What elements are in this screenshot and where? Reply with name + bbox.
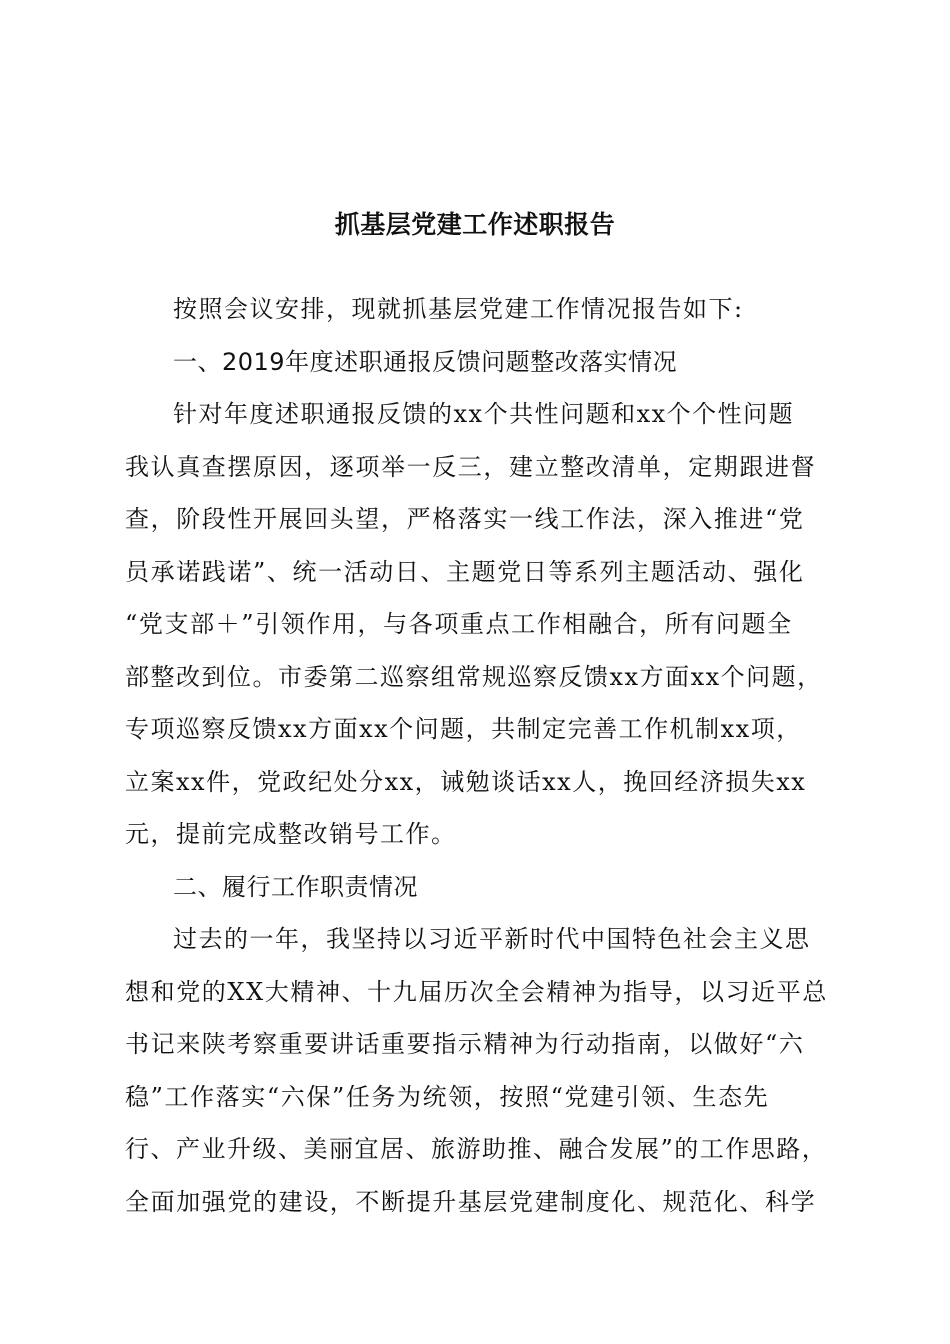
paragraph-line: “党支部＋”引领作用，与各项重点工作相融合，所有问题全 — [125, 610, 793, 638]
paragraph-line: 部整改到位。市委第二巡察组常规巡察反馈xx方面xx个问题， — [125, 662, 823, 691]
paragraph-line: 全面加强党的建设，不断提升基层党建制度化、规范化、科学 — [125, 1187, 817, 1216]
paragraph-line: 书记来陕考察重要讲话重要指示精神为行动指南，以做好“六 — [125, 1030, 805, 1058]
paragraph-line: 稳”工作落实“六保”任务为统领，按照“党建引领、生态先 — [125, 1082, 770, 1111]
paragraph-line: 我认真查摆原因，逐项举一反三，建立整改清单，定期跟进督 — [125, 452, 817, 481]
paragraph-line: 立案xx件，党政纪处分xx，诫勉谈话xx人，挽回经济损失xx — [125, 767, 807, 796]
section2-paragraph — [125, 913, 827, 1228]
paragraph-line: 过去的一年，我坚持以习近平新时代中国特色社会主义思 — [173, 925, 811, 953]
intro-paragraph: 按照会议安排，现就抓基层党建工作情况报告如下: — [173, 295, 744, 323]
document-body — [125, 283, 827, 1228]
section1-heading: 一、2019年度述职通报反馈问题整改落实情况 — [173, 347, 678, 376]
paragraph-line: 专项巡察反馈xx方面xx个问题，共制定完善工作机制xx项， — [125, 715, 802, 743]
paragraph-line: 针对年度述职通报反馈的xx个共性问题和xx个个性问题 — [173, 400, 795, 428]
paragraph-line: 元，提前完成整改销号工作。 — [125, 820, 457, 848]
document-title: 抓基层党建工作述职报告 — [334, 210, 616, 239]
paragraph-line: 查，阶段性开展回头望，严格落实一线工作法，深入推进“党 — [125, 505, 805, 533]
section2-heading: 二、履行工作职责情况 — [173, 872, 418, 901]
paragraph-line: 行、产业升级、美丽宜居、旅游助推、融合发展”的工作思路， — [125, 1135, 828, 1163]
paragraph-line: 想和党的XX大精神、十九届历次全会精神为指导，以习近平总 — [125, 977, 828, 1006]
section1-paragraph — [125, 388, 827, 861]
paragraph-line: 员承诺践诺”、统一活动日、主题党日等系列主题活动、强化 — [125, 557, 805, 586]
